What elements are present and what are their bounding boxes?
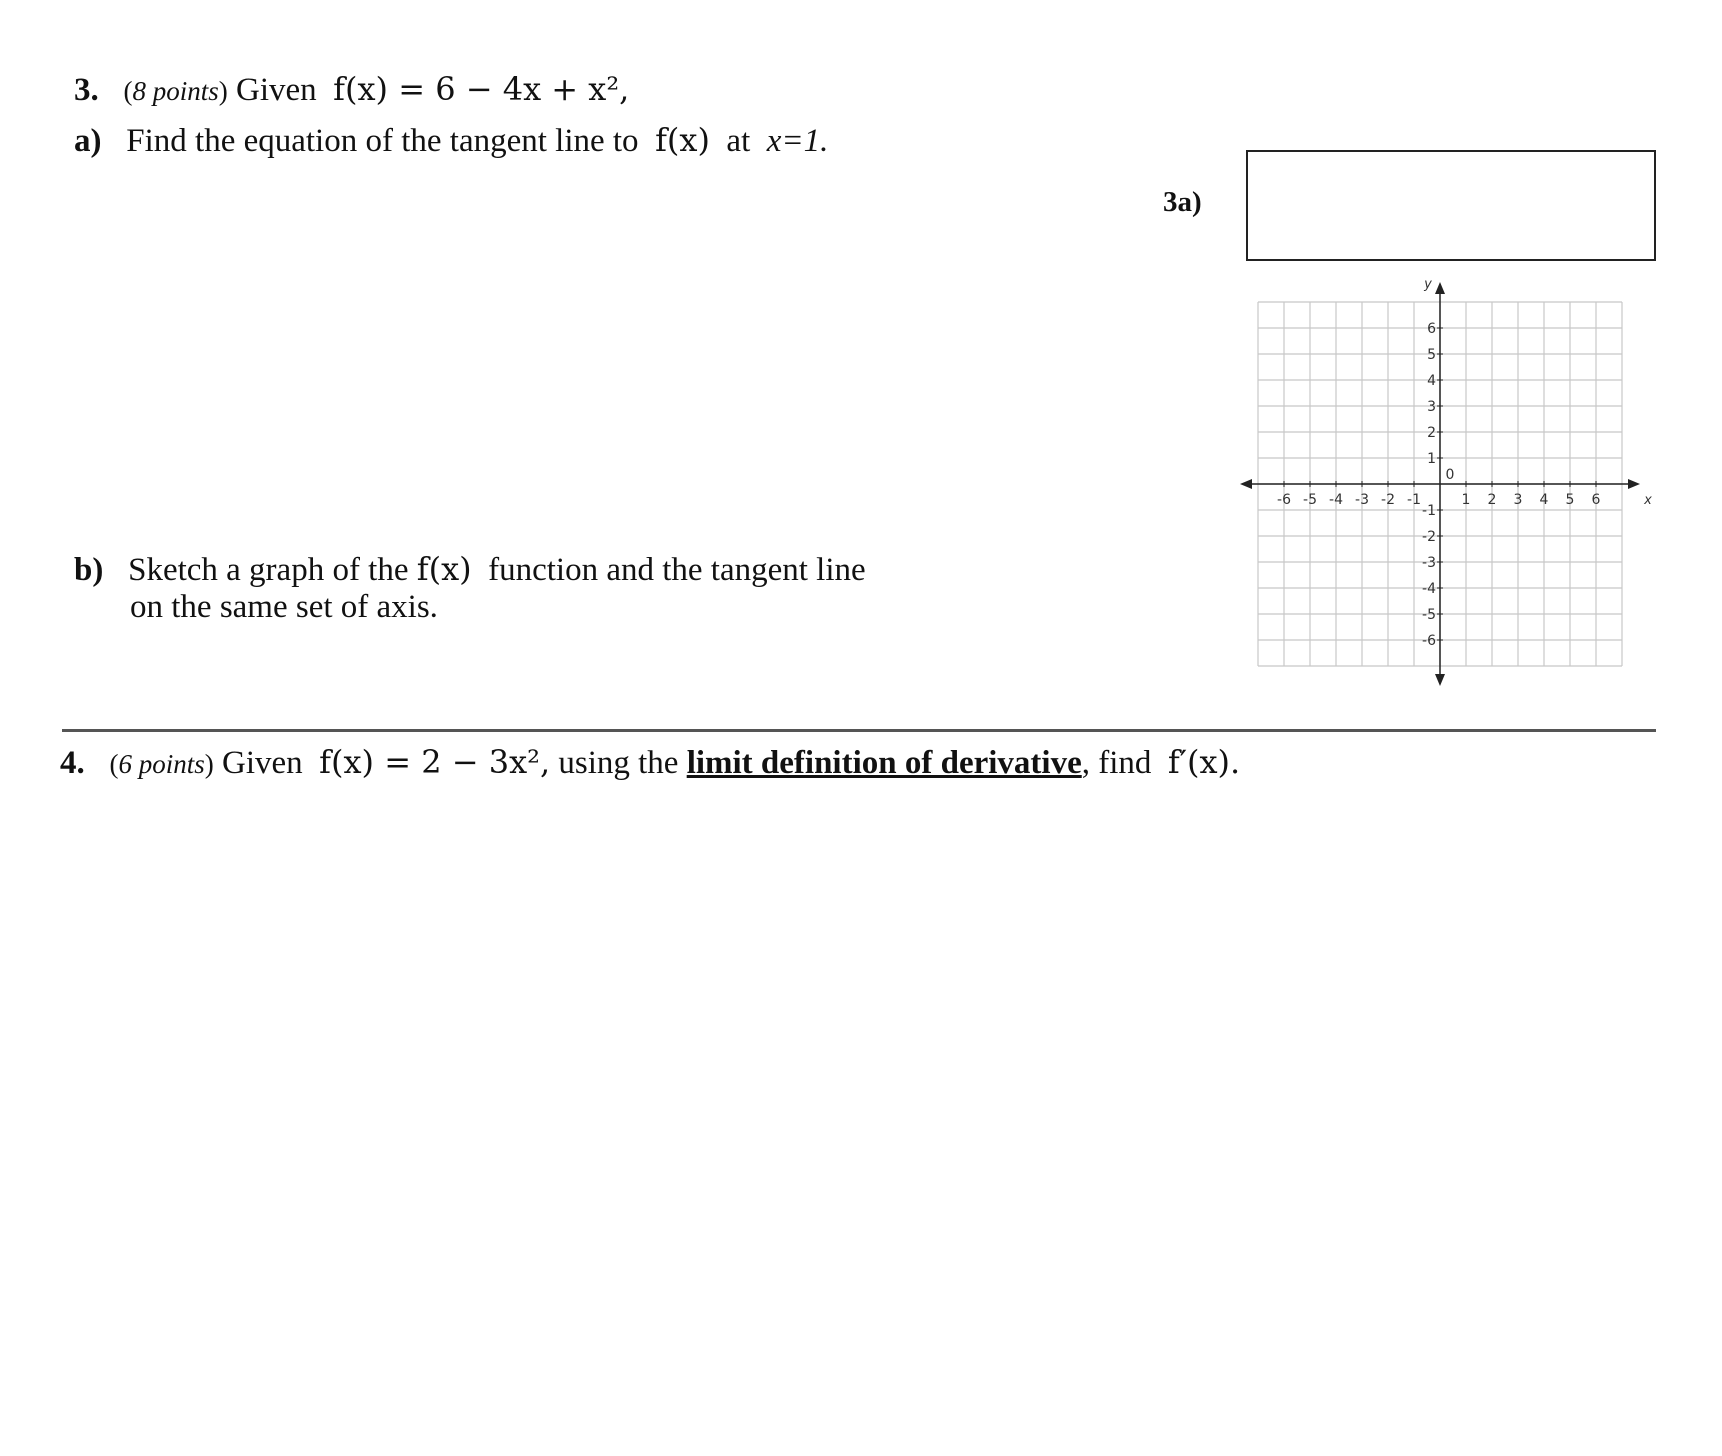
problem-4-target: f′(x). <box>1167 743 1241 781</box>
part-b-text: Sketch a graph of the <box>128 552 409 588</box>
answer-3a-box[interactable] <box>1246 150 1656 261</box>
y-tick-label: 1 <box>1427 451 1436 467</box>
x-axis-right-arrow-icon <box>1628 479 1640 489</box>
origin-label: 0 <box>1445 467 1455 483</box>
part-a-label: a) <box>74 123 102 159</box>
y-tick-label: -4 <box>1422 581 1436 597</box>
x-tick-label: 2 <box>1487 492 1497 508</box>
problem-4-points-text: 6 points <box>118 749 205 779</box>
x-tick-label: -2 <box>1381 492 1395 508</box>
coordinate-grid[interactable] <box>1240 272 1660 692</box>
part-a-func: f(x) <box>655 121 710 159</box>
problem-4-number: 4. <box>60 745 85 781</box>
x-axis-label: x <box>1644 493 1652 508</box>
y-tick-label: -1 <box>1422 503 1436 519</box>
part-a-text: Find the equation of the tangent line to <box>126 123 639 159</box>
x-tick-label: -5 <box>1303 492 1317 508</box>
x-tick-label: -4 <box>1329 492 1343 508</box>
problem-4-function: f(x) = 2 − 3x², <box>319 743 551 781</box>
x-tick-label: -1 <box>1407 492 1421 508</box>
problem-separator <box>62 729 1656 732</box>
problem-3-points-text: 8 points <box>132 76 219 106</box>
x-tick-label: -6 <box>1277 492 1291 508</box>
problem-4-text-mid: using the <box>558 745 679 781</box>
problem-4-text-end: , find <box>1081 745 1152 781</box>
y-tick-label: 6 <box>1427 321 1436 337</box>
y-tick-label: -2 <box>1422 529 1436 545</box>
y-tick-label: 4 <box>1427 373 1436 389</box>
y-axis-label: y <box>1424 277 1432 292</box>
x-tick-label: 4 <box>1539 492 1549 508</box>
part-a-text-after: at <box>726 123 751 159</box>
part-b-func: f(x) <box>416 550 472 588</box>
x-axis-left-arrow-icon <box>1240 479 1252 489</box>
problem-3-given: Given <box>236 72 317 108</box>
y-axis-down-arrow-icon <box>1435 674 1445 686</box>
part-b-text-after: function and the tangent line <box>488 552 866 588</box>
x-tick-label: 1 <box>1461 492 1471 508</box>
part-a-condition: x=1. <box>766 123 829 159</box>
y-tick-label: -6 <box>1422 633 1436 649</box>
problem-3-points: (8 points) <box>123 76 228 106</box>
problem-3-header <box>74 70 629 109</box>
x-tick-label: 6 <box>1591 492 1601 508</box>
x-tick-label: 3 <box>1513 492 1523 508</box>
problem-4-question <box>60 743 1240 782</box>
part-b-question-line2: on the same set of axis. <box>130 589 438 625</box>
x-tick-label: -3 <box>1355 492 1369 508</box>
problem-4-emphasis: limit definition of derivative <box>686 745 1082 781</box>
y-tick-label: 5 <box>1427 347 1436 363</box>
y-tick-label: 2 <box>1427 425 1436 441</box>
problem-4-points: (6 points) <box>109 749 214 779</box>
y-axis-up-arrow-icon <box>1435 282 1445 294</box>
answer-3a-label: 3a) <box>1163 186 1202 218</box>
x-tick-label: 5 <box>1565 492 1575 508</box>
part-b-label: b) <box>74 552 104 588</box>
problem-3-function: f(x) = 6 − 4x + x², <box>333 70 630 108</box>
part-b-question <box>74 550 866 589</box>
y-tick-label: -3 <box>1422 555 1436 571</box>
problem-4-given: Given <box>222 745 303 781</box>
y-tick-label: 3 <box>1427 399 1436 415</box>
y-tick-label: -5 <box>1422 607 1436 623</box>
part-a-question <box>74 121 828 160</box>
problem-3-number: 3. <box>74 72 99 108</box>
